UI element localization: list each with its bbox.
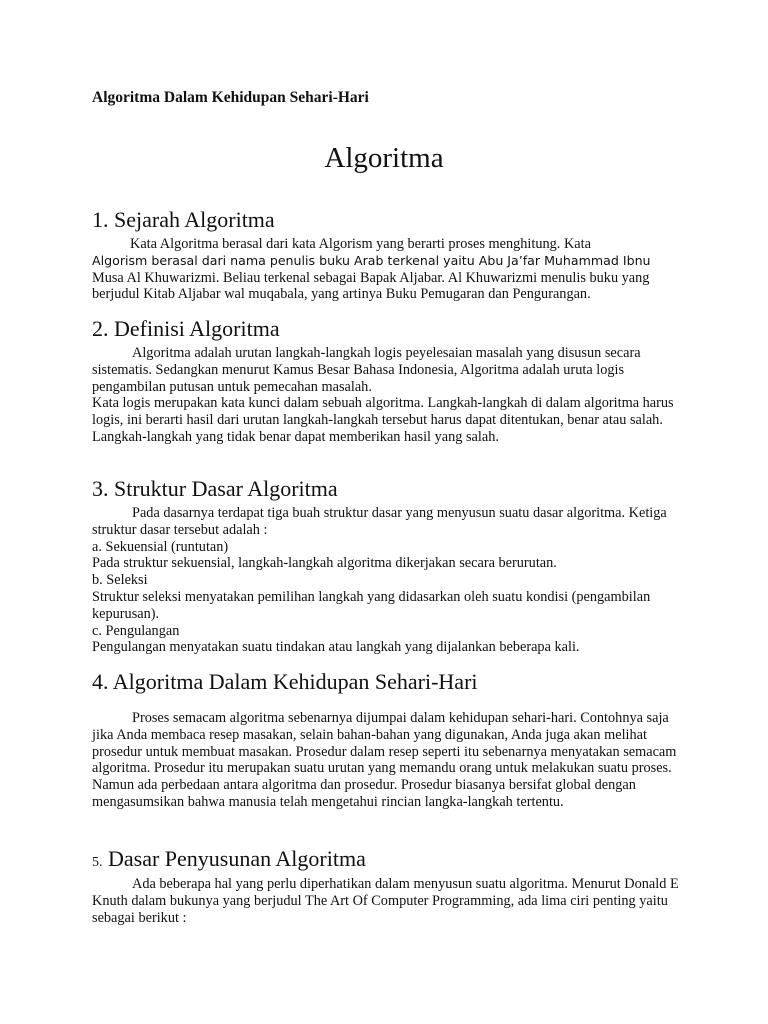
- section-heading: 2. Definisi Algoritma: [92, 316, 280, 341]
- paragraph: Algoritma adalah urutan langkah-langkah logis peyelesaian masalah yang disusun secara sistematis. Sedangkan menurut Kamus Besar Bahasa Indonesia, Algoritma adalah uruta logis pengambilan putusan untuk pemecahan masalah.: [92, 345, 641, 395]
- paragraph-line: Algorism berasal dari nama penulis buku Arab terkenal yaitu Abu Ja’far Muhammad Ibnu: [92, 252, 651, 268]
- section-struktur: [92, 475, 682, 656]
- paragraph: Kata logis merupakan kata kunci dalam sebuah algoritma. Langkah-langkah di dalam algoritma harus logis, ini berarti hasil dari urutan langkah-langkah tersebut harus dapat ditentukan, benar atau salah. Langkah-langkah yang tidak benar dapat memberikan hasil yang salah.: [92, 395, 674, 445]
- section-sejarah: [92, 206, 682, 303]
- list-item-label: b. Seleksi: [92, 572, 148, 589]
- list-item-text: Struktur seleksi menyatakan pemilihan langkah yang didasarkan oleh suatu kondisi (pengambilan kepurusan).: [92, 588, 651, 622]
- paragraph-line: Kata Algoritma berasal dari kata Algorism yang berarti proses menghitung. Kata: [130, 236, 591, 252]
- paragraph: Pada dasarnya terdapat tiga buah struktur dasar yang menyusun suatu dasar algoritma. Ketiga struktur dasar tersebut adalah :: [92, 505, 667, 538]
- section-heading: 3. Struktur Dasar Algoritma: [92, 476, 338, 501]
- section-heading: 1. Sejarah Algoritma: [92, 207, 275, 232]
- list-item-text: Pada struktur sekuensial, langkah-langkah algoritma dikerjakan secara berurutan.: [92, 555, 557, 572]
- list-item-label: a. Sekuensial (runtutan): [92, 538, 229, 555]
- paragraph: Proses semacam algoritma sebenarnya dijumpai dalam kehidupan sehari-hari. Contohnya saja jika Anda membaca resep masakan, selain bahan-bahan yang digunakan, Anda juga akan melihat prosedur untuk membuat masakan. Prosedur dalam resep seperti itu sebenarnya menyatakan semacam algoritma. Prosedur itu merupakan suatu urutan yang memandu orang untuk melakukan suatu proses. Namun ada perbedaan antara algoritma dan prosedur. Prosedur biasanya bersifat global dengan mengasumsikan bahwa manusia telah mengetahui rincian langka-langkah tertentu.: [92, 710, 677, 810]
- document-header-title: Algoritma Dalam Kehidupan Sehari-Hari: [92, 89, 369, 106]
- section-dasar-penyusunan: [92, 845, 682, 926]
- section-heading: [92, 845, 682, 876]
- section-heading: 4. Algoritma Dalam Kehidupan Sehari-Hari: [92, 669, 478, 694]
- list-item-text: Pengulangan menyatakan suatu tindakan atau langkah yang dijalankan beberapa kali.: [92, 639, 580, 656]
- paragraph-line: Musa Al Khuwarizmi. Beliau terkenal sebagai Bapak Aljabar. Al Khuwarizmi menulis buku yang berjudul Kitab Aljabar wal muqabala, yang artinya Buku Pemugaran dan Pengurangan.: [92, 269, 650, 303]
- section-number: 5.: [92, 855, 103, 870]
- list-item-label: c. Pengulangan: [92, 622, 180, 639]
- section-heading-text: Dasar Penyusunan Algoritma: [108, 846, 366, 871]
- section-definisi: [92, 315, 682, 446]
- section-kehidupan: [92, 668, 682, 811]
- page-title: Algoritma: [324, 142, 444, 174]
- paragraph: Ada beberapa hal yang perlu diperhatikan dalam menyusun suatu algoritma. Menurut Donald E Knuth dalam bukunya yang berjudul The Art Of Computer Programming, ada lima ciri penting yaitu sebagai berikut :: [92, 876, 679, 926]
